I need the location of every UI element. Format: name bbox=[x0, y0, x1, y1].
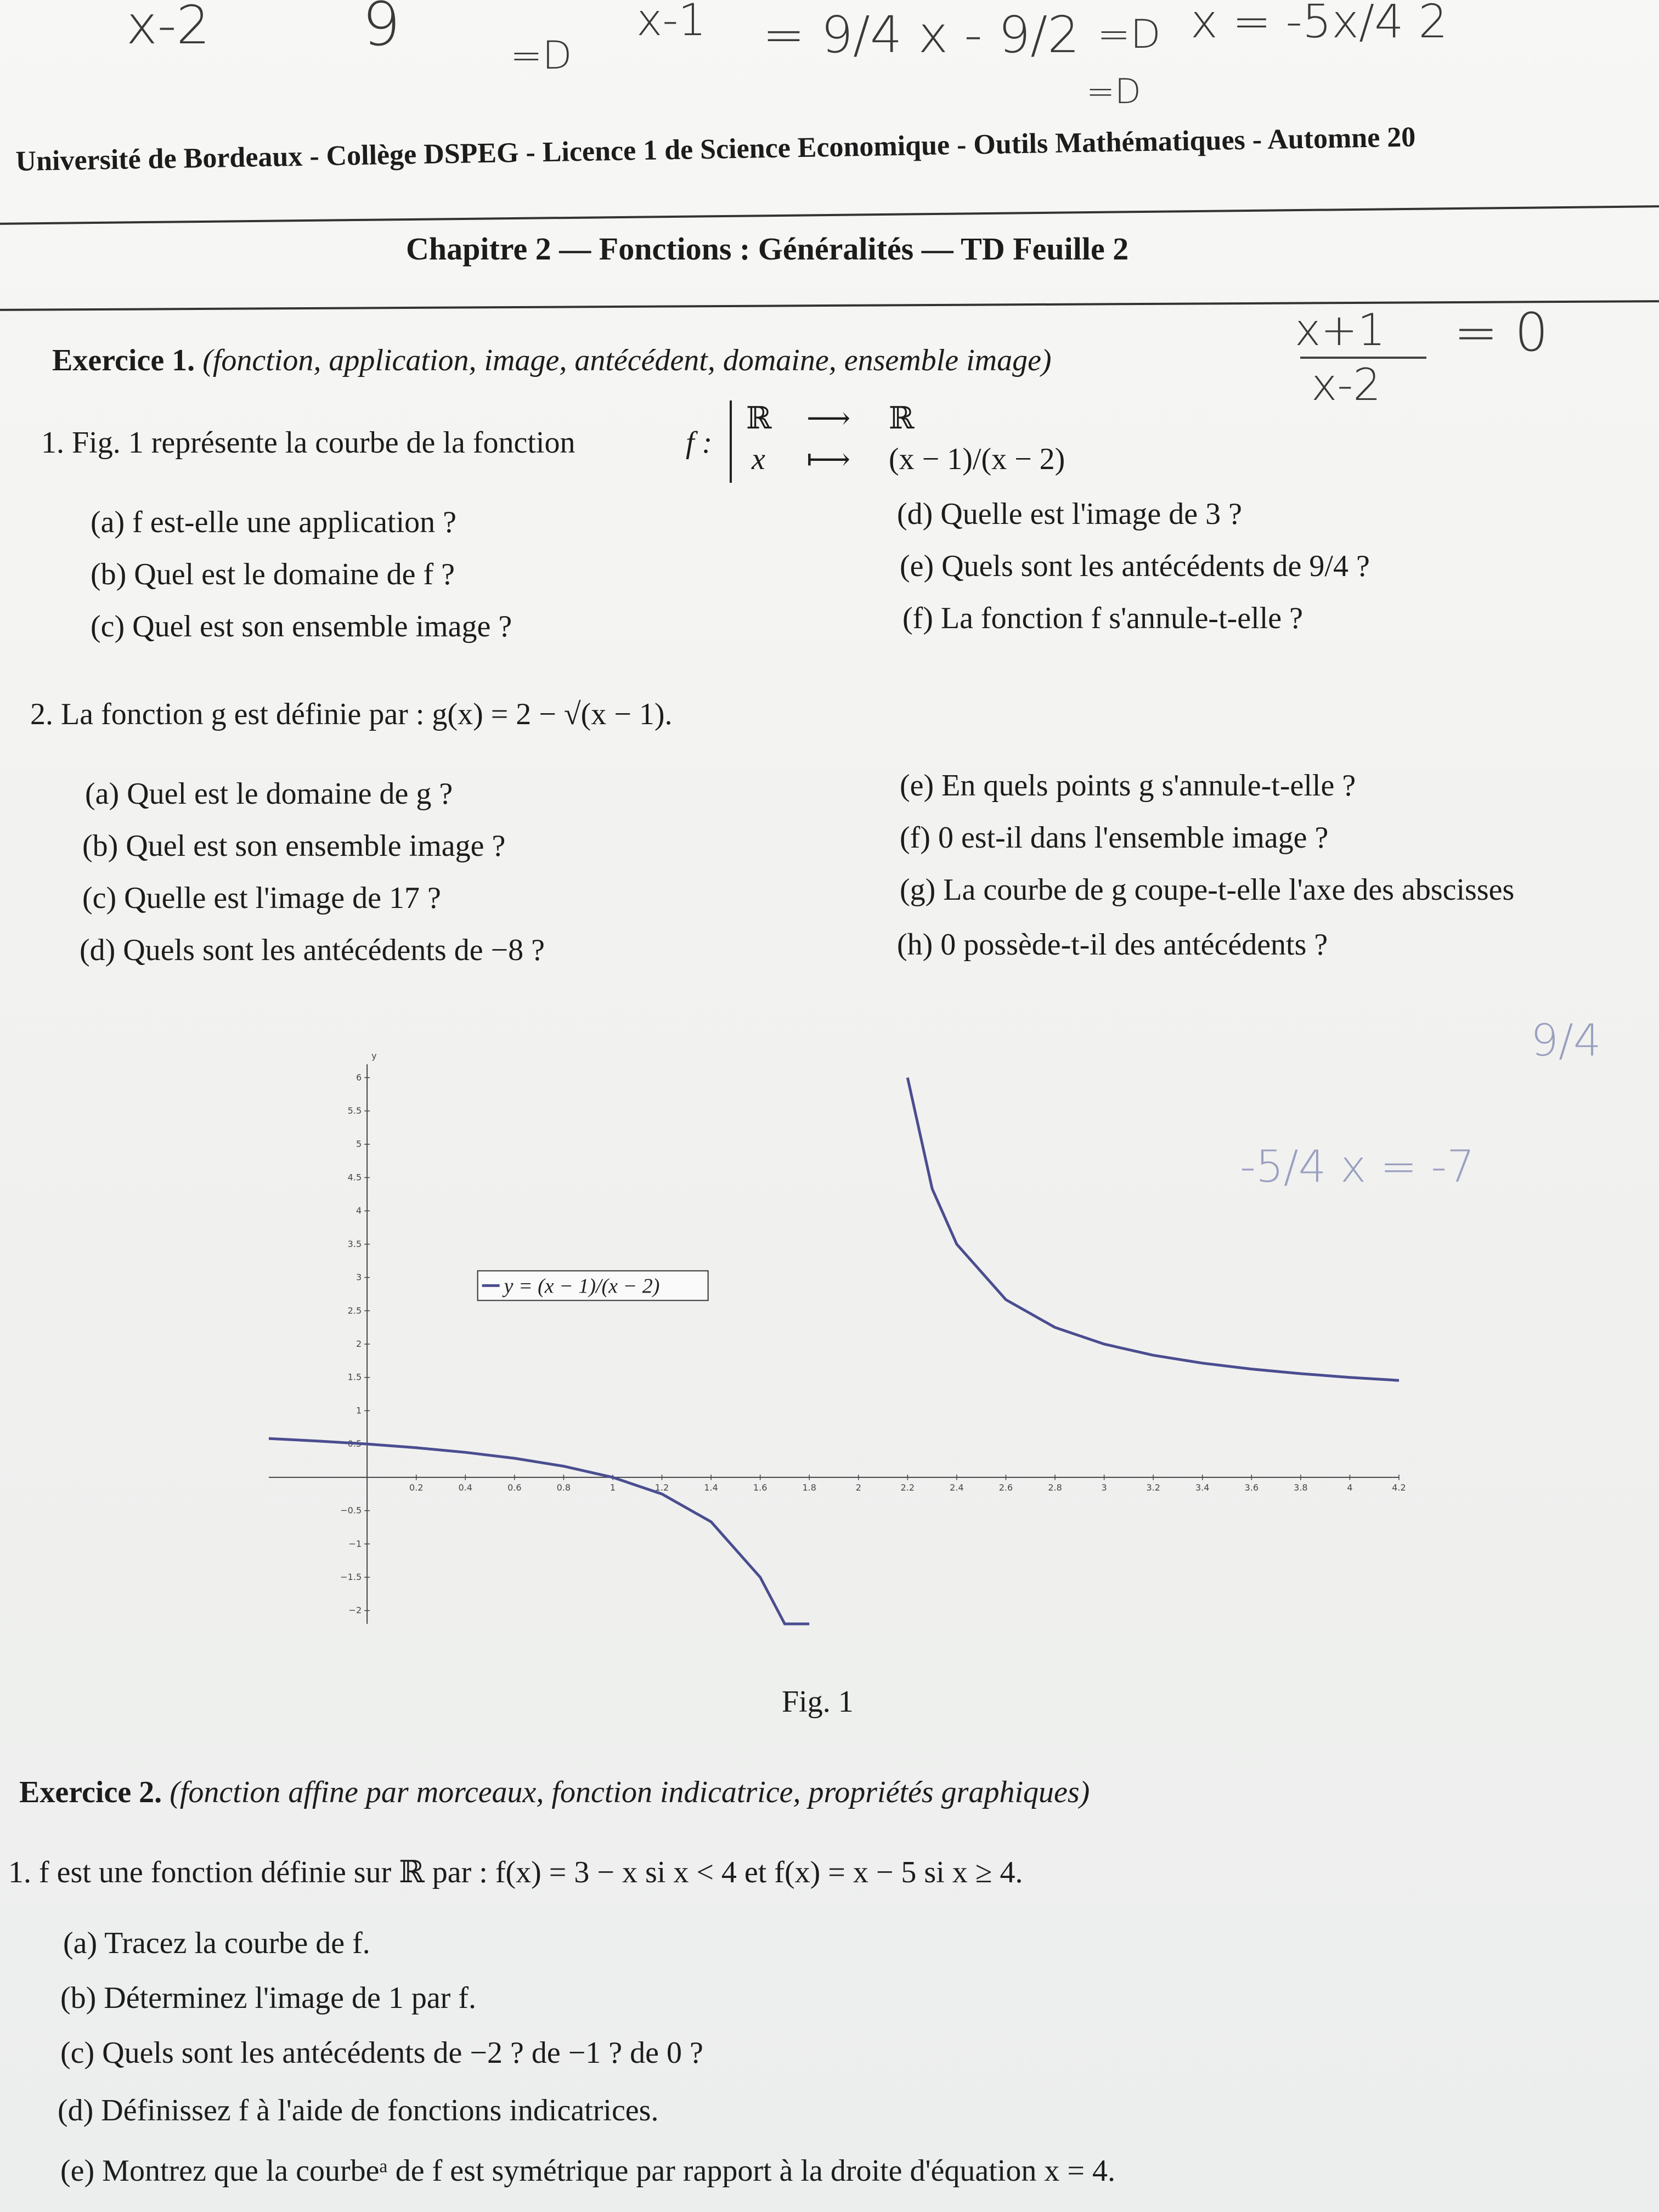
y-tick-label: 4 bbox=[356, 1205, 362, 1216]
y-tick-label: −0.5 bbox=[340, 1505, 362, 1516]
x-tick-label: 1.8 bbox=[802, 1482, 816, 1493]
handwriting-x-equals: x = -5x/4 2 bbox=[1190, 0, 1448, 48]
ex2-item-d: (d) Définissez f à l'aide de fonctions indicatrices. bbox=[58, 2094, 659, 2128]
q2-item-d: (d) Quels sont les antécédents de −8 ? bbox=[80, 933, 545, 967]
exercise-1-topics: (fonction, application, image, antécédent, domaine, ensemble image) bbox=[202, 343, 1052, 377]
q1-item-e: (e) Quels sont les antécédents de 9/4 ? bbox=[900, 549, 1370, 583]
mapping-arrow-element: ⟼ bbox=[806, 443, 851, 477]
y-tick-label: −2 bbox=[348, 1605, 362, 1616]
q2-item-b: (b) Quel est son ensemble image ? bbox=[82, 829, 506, 863]
figure-1-chart bbox=[269, 1042, 1476, 1673]
y-tick-label: 4.5 bbox=[347, 1172, 362, 1183]
handwriting-x-minus-1: x-1 bbox=[636, 0, 707, 46]
y-tick-label: 1.5 bbox=[347, 1372, 362, 1383]
q2-item-f: (f) 0 est-il dans l'ensemble image ? bbox=[900, 821, 1329, 855]
curve-branch-1 bbox=[269, 1438, 809, 1624]
x-tick-label: 1.6 bbox=[753, 1482, 768, 1493]
x-tick-label: 2.2 bbox=[900, 1482, 915, 1493]
y-tick-label: 1 bbox=[356, 1405, 362, 1416]
mapping-codomain: ℝ bbox=[889, 402, 915, 436]
y-tick-label: 3.5 bbox=[347, 1238, 362, 1249]
handwriting-arrow-2: =D bbox=[1097, 11, 1161, 57]
x-tick-label: 2 bbox=[855, 1482, 861, 1493]
x-tick-label: 3.4 bbox=[1195, 1482, 1210, 1493]
x-tick-label: 1.2 bbox=[654, 1482, 669, 1493]
x-tick-label: 3.6 bbox=[1244, 1482, 1259, 1493]
x-tick-label: 0.4 bbox=[458, 1482, 472, 1493]
y-tick-label: 5.5 bbox=[347, 1105, 362, 1116]
q2-item-a: (a) Quel est le domaine de g ? bbox=[85, 777, 453, 811]
q2-item-e: (e) En quels points g s'annule-t-elle ? bbox=[900, 769, 1356, 803]
y-tick-label: −1.5 bbox=[340, 1572, 362, 1582]
x-tick-label: 1 bbox=[610, 1482, 616, 1493]
handwriting-arrow-1: =D bbox=[510, 33, 572, 78]
function-name-f: f : bbox=[686, 426, 713, 460]
x-tick-label: 4 bbox=[1347, 1482, 1353, 1493]
header-rule-top bbox=[0, 205, 1659, 225]
x-tick-label: 2.4 bbox=[950, 1482, 964, 1493]
x-tick-label: 0.6 bbox=[507, 1482, 522, 1493]
y-tick-label: 6 bbox=[356, 1072, 362, 1083]
y-tick-label: 3 bbox=[356, 1272, 362, 1283]
q1-item-b: (b) Quel est le domaine de f ? bbox=[91, 557, 455, 591]
mapping-arrow-sets: ⟶ bbox=[806, 402, 851, 436]
mapping-bar bbox=[730, 400, 732, 483]
handwriting-fraction-bar bbox=[1300, 357, 1426, 359]
y-tick-label: 2 bbox=[356, 1339, 362, 1349]
x-tick-label: 1.4 bbox=[704, 1482, 718, 1493]
x-tick-label: 2.6 bbox=[998, 1482, 1013, 1493]
figure-caption: Fig. 1 bbox=[782, 1685, 854, 1719]
exercise-2-question-1: 1. f est une fonction définie sur ℝ par : f(x) = 3 − x si x < 4 et f(x) = x − 5 si x ≥ 4. bbox=[8, 1855, 1023, 1889]
exercise-1-question-2: 2. La fonction g est définie par : g(x) = 2 − √(x − 1). bbox=[30, 697, 673, 731]
handwriting-x-minus-2: x-2 bbox=[126, 0, 210, 56]
handwriting-equals-zero: = 0 bbox=[1454, 302, 1549, 363]
header-rule-bottom bbox=[0, 300, 1659, 311]
y-tick-label: −1 bbox=[348, 1538, 362, 1549]
x-tick-label: 3 bbox=[1101, 1482, 1107, 1493]
chapter-title: Chapitre 2 — Fonctions : Généralités — TD Feuille 2 bbox=[406, 231, 1129, 267]
q2-item-h: (h) 0 possède-t-il des antécédents ? bbox=[897, 928, 1328, 962]
ex2-item-b: (b) Déterminez l'image de 1 par f. bbox=[60, 1981, 476, 2015]
exercise-2-title bbox=[19, 1775, 1090, 1810]
x-tick-label: 4.2 bbox=[1392, 1482, 1406, 1493]
y-tick-label: 5 bbox=[356, 1138, 362, 1149]
handwriting-arrow-3: =D bbox=[1086, 71, 1141, 111]
x-tick-label: 3.8 bbox=[1294, 1482, 1308, 1493]
x-tick-label: 3.2 bbox=[1146, 1482, 1160, 1493]
q1-item-f: (f) La fonction f s'annule-t-elle ? bbox=[902, 601, 1303, 635]
exercise-1-question-1: 1. Fig. 1 représente la courbe de la fonction bbox=[41, 426, 575, 460]
legend-label: y = (x − 1)/(x − 2) bbox=[504, 1274, 660, 1298]
exercise-2-label: Exercice 2. bbox=[19, 1775, 162, 1809]
q1-item-c: (c) Quel est son ensemble image ? bbox=[91, 610, 512, 644]
mapping-variable: x bbox=[752, 442, 765, 476]
exercise-1-label: Exercice 1. bbox=[52, 343, 195, 377]
course-header: Université de Bordeaux - Collège DSPEG - Licence 1 de Science Economique - Outils Mathématiques - Automne 20 bbox=[15, 121, 1416, 177]
q1-item-d: (d) Quelle est l'image de 3 ? bbox=[897, 497, 1242, 531]
q1-item-a: (a) f est-elle une application ? bbox=[91, 505, 456, 539]
handwriting-equation-1: = 9/4 x - 9/2 bbox=[763, 5, 1080, 64]
exercise-1-title bbox=[52, 343, 1052, 378]
x-tick-label: 0.8 bbox=[556, 1482, 571, 1493]
handwriting-fraction-top: x+1 bbox=[1295, 304, 1386, 356]
ex2-item-a: (a) Tracez la courbe de f. bbox=[63, 1926, 370, 1960]
mapping-expression: (x − 1)/(x − 2) bbox=[889, 442, 1065, 476]
y-axis-label: y bbox=[371, 1051, 377, 1061]
y-tick-label: 0.5 bbox=[347, 1438, 362, 1449]
mapping-domain: ℝ bbox=[746, 402, 772, 436]
x-tick-label: 2.8 bbox=[1048, 1482, 1062, 1493]
handwriting-9: 9 bbox=[362, 0, 400, 59]
handwriting-fraction-bottom: x-2 bbox=[1311, 359, 1381, 410]
curve-branch-2 bbox=[907, 1077, 1399, 1380]
q2-item-g: (g) La courbe de g coupe-t-elle l'axe des abscisses bbox=[900, 873, 1515, 907]
handwriting-equation-2: -5/4 x = -7 bbox=[1240, 1141, 1475, 1192]
y-tick-label: 2.5 bbox=[347, 1305, 362, 1316]
q2-item-c: (c) Quelle est l'image de 17 ? bbox=[82, 881, 441, 915]
exercise-2-topics: (fonction affine par morceaux, fonction indicatrice, propriétés graphiques) bbox=[170, 1775, 1090, 1809]
handwriting-nine-fourths: 9/4 bbox=[1531, 1015, 1601, 1066]
x-tick-label: 0.2 bbox=[409, 1482, 424, 1493]
ex2-item-c: (c) Quels sont les antécédents de −2 ? de −1 ? de 0 ? bbox=[60, 2036, 703, 2070]
ex2-item-e: (e) Montrez que la courbeᵃ de f est symétrique par rapport à la droite d'équation x = 4. bbox=[60, 2154, 1115, 2188]
